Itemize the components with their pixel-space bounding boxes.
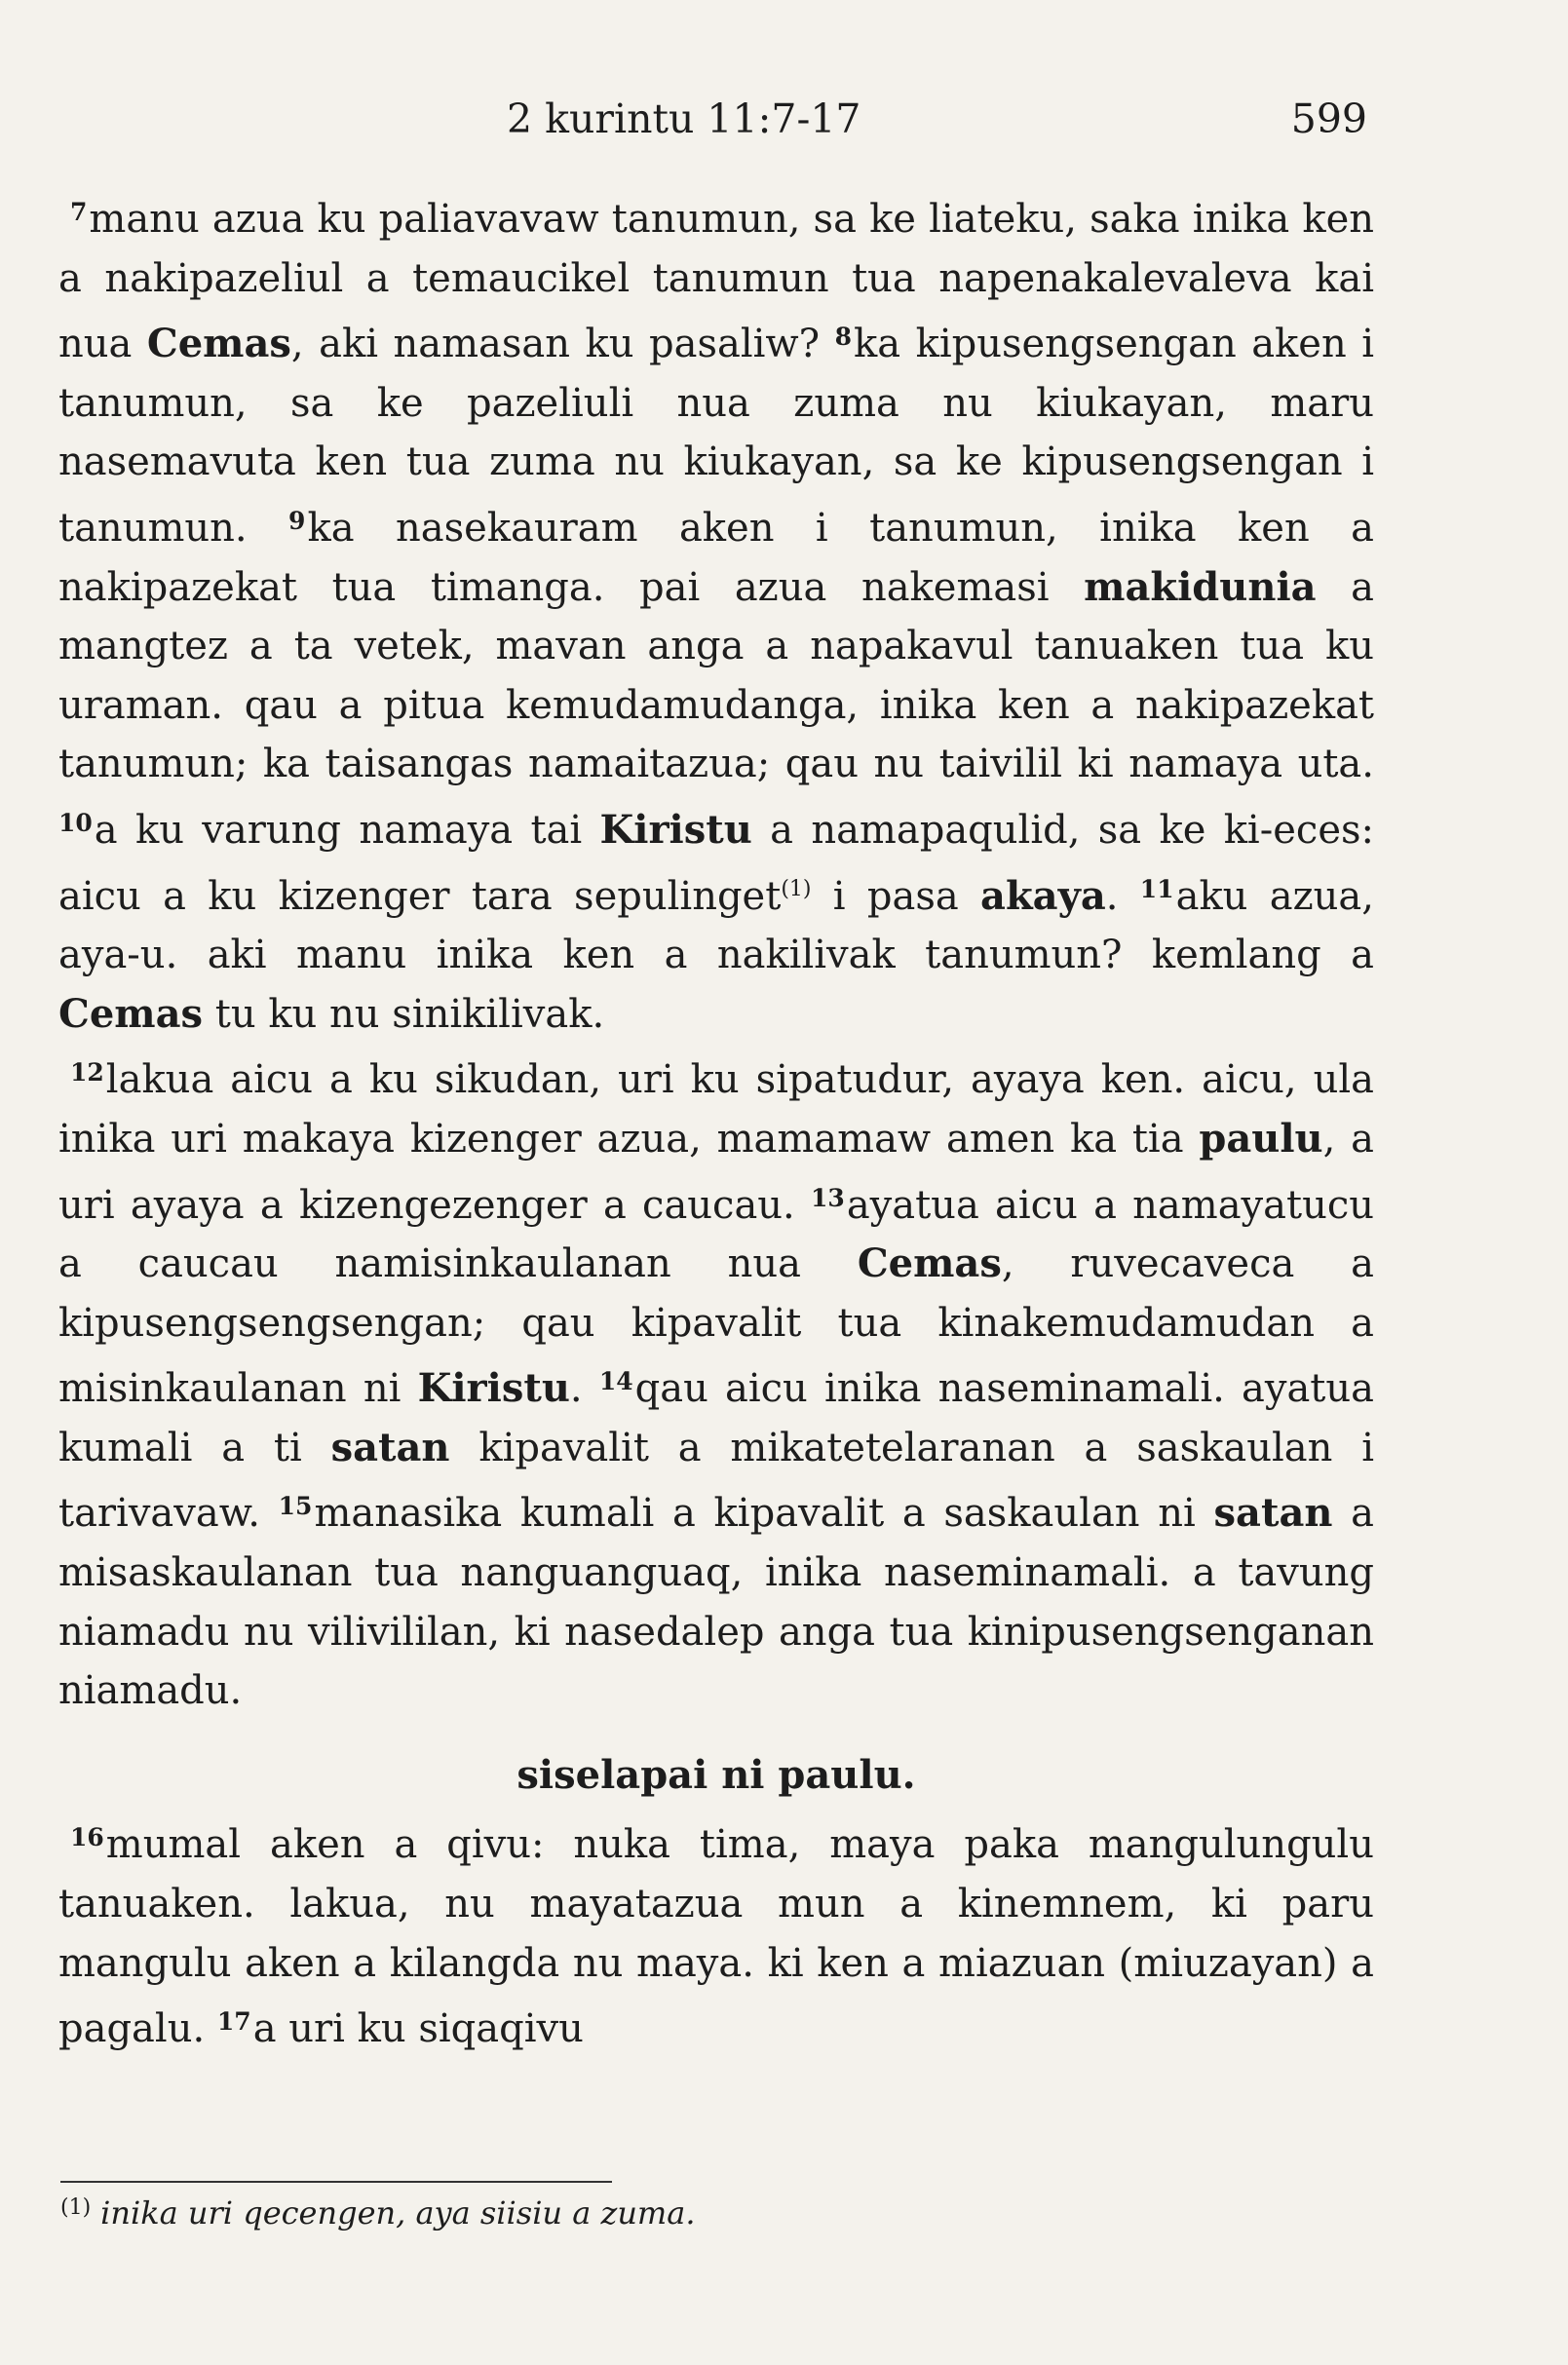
bold-term: Cemas [146, 321, 291, 367]
bold-term: Cemas [58, 990, 204, 1037]
verse-number: 17 [216, 2007, 251, 2037]
verse-number: 13 [811, 1183, 845, 1212]
verse-number: 16 [70, 1823, 104, 1852]
section-heading: siselapai ni paulu. [516, 1751, 916, 1798]
page-header [0, 95, 1568, 154]
bold-term: makidunia [1084, 563, 1317, 610]
verse-text: . [569, 1366, 599, 1412]
footnote [60, 2194, 696, 2231]
chapter-reference: 2 kurintu 11:7-17 [507, 95, 861, 142]
verse-number: 7 [70, 198, 88, 226]
verse-text: . [1105, 873, 1140, 919]
page-number: 599 [1290, 95, 1367, 142]
verse-text: , ruvecaveca a kipusengsengsengan; qau kipavalit tua kinakemudamudan a misinkaulanan ni [58, 1241, 1374, 1412]
verse-number: 14 [598, 1367, 633, 1396]
verse-text: a uri ku siqaqivu [252, 2006, 584, 2052]
verse-text: tu ku nu sinikilivak. [203, 991, 605, 1037]
verse-text: , aki namasan ku pasaliw? [290, 322, 835, 367]
verse-text: manu azua ku paliavavaw tanumun, sa ke liateku, saka inika ken a nakipazeliul a temaucikel tanumun tua napenakalevaleva kai nua [58, 197, 1374, 367]
paragraph-7-11 [58, 183, 1374, 1044]
verse-text: a ku varung namaya tai [94, 807, 600, 853]
verse-number: 10 [58, 808, 93, 837]
verse-text: , a uri ayaya a kizengezenger a caucau. [58, 1116, 1375, 1228]
bold-term: paulu [1199, 1115, 1323, 1162]
verse-number: 9 [288, 506, 306, 535]
bold-term: satan [1213, 1490, 1333, 1537]
verse-text: ka kipusengsengan aken i tanumun, sa ke pazeliuli nua zuma nu kiukayan, maru nasemavuta ken tua zuma nu kiukayan, sa ke kipusengsengan i tanumun. [58, 322, 1375, 551]
verse-number: 15 [278, 1492, 313, 1521]
verse-text: ayatua aicu a namayatucu a caucau namisinkaulanan nua [58, 1182, 1374, 1287]
footnote-mark: (1) [60, 2195, 92, 2220]
verse-text: i pasa [811, 873, 981, 919]
verse-number: 8 [834, 323, 852, 352]
bold-term: satan [330, 1424, 450, 1470]
text-body [58, 183, 1374, 2059]
verse-text: manasika kumali a kipavalit a saskaulan ni [314, 1491, 1214, 1537]
bold-term: Kiristu [599, 806, 752, 853]
paragraph-12-15 [58, 1044, 1374, 1721]
verse-text: kipavalit a mikatetelaranan a saskaulan i tarivavaw. [58, 1425, 1374, 1537]
verse-number: 12 [70, 1058, 104, 1087]
verse-number: 11 [1139, 874, 1174, 903]
verse-text: a mangtez a ta vetek, mavan anga a napakavul tanuaken tua ku uraman. qau a pitua kemudamudanga, inika ken a nakipazekat tanumun; ka taisangas namaitazua; qau nu taivilil ki namaya uta. [58, 564, 1374, 787]
verse-text: ka nasekauram aken i tanumun, inika ken a nakipazekat tua timanga. pai azua nakemasi [58, 505, 1374, 610]
verse-text: lakua aicu a ku sikudan, uri ku sipatudur, ayaya ken. aicu, ula inika uri makaya kizenger azua, mamamaw amen ka tia [58, 1057, 1374, 1162]
paragraph-16-17 [58, 1809, 1374, 2058]
bold-term: akaya [980, 872, 1106, 919]
verse-text: aku azua, aya-u. aki manu inika ken a nakilivak tanumun? kemlang a [58, 873, 1374, 978]
footnote-divider [60, 2181, 612, 2183]
bold-term: Kiristu [417, 1365, 570, 1412]
verse-text: mumal aken a qivu: nuka tima, maya paka mangulungulu tanuaken. lakua, nu mayatazua mun a kinemnem, ki paru mangulu aken a kilangda nu maya. ki ken a miazuan (miuzayan) a pagalu. [58, 1822, 1374, 2052]
verse-text: a namapaqulid, sa ke ki-eces: aicu a ku kizenger tara sepulinget [58, 807, 1374, 919]
verse-text: qau aicu inika naseminamali. ayatua kumali a ti [58, 1366, 1374, 1470]
verse-text: a misaskaulanan tua nanguanguaq, inika naseminamali. a tavung niamadu nu vilivililan, ki nasedalep anga tua kinipusengsenganan niamadu. [58, 1491, 1375, 1714]
footnote-reference[interactable]: (1) [781, 876, 812, 901]
bold-term: Cemas [857, 1240, 1002, 1287]
footnote-text: inika uri qecengen, aya siisiu a zuma. [100, 2194, 696, 2231]
